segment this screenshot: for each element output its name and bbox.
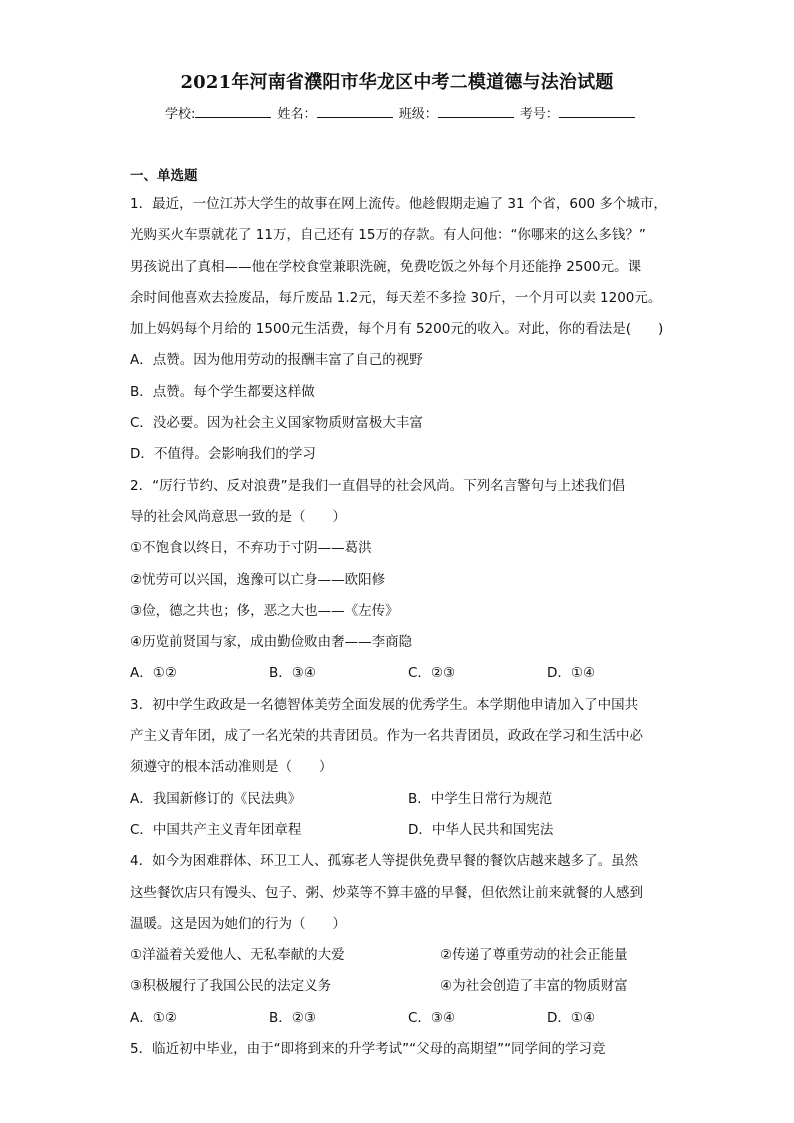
statements-row bbox=[130, 940, 670, 971]
statement-2: ②传递了尊重劳动的社会正能量 bbox=[440, 947, 628, 964]
exam-title: 2021年河南省濮阳市华龙区中考二模道德与法治试题 bbox=[180, 72, 614, 93]
questions bbox=[130, 189, 670, 1065]
question-text-line: 2．“厉行节约、反对浪费”是我们一直倡导的社会风尚。下列名言警句与上述我们倡 bbox=[130, 477, 626, 494]
option-c[interactable]: C．②③ bbox=[408, 665, 456, 682]
question-text-line: 这些餐饮店只有馒头、包子、粥、炒菜等不算丰盛的早餐，但依然让前来就餐的人感到 bbox=[130, 884, 643, 901]
class-blank[interactable] bbox=[438, 105, 514, 118]
question-text-line: 余时间他喜欢去捡废品，每斤废品 1.2元，每天差不多捡 30斤，一个月可以卖 1200元。 bbox=[130, 289, 662, 306]
option-a[interactable]: A．①② bbox=[130, 665, 177, 682]
options-row bbox=[130, 815, 670, 846]
question-text-line: 产主义青年团，成了一名光荣的共青团员。作为一名共青团员，政政在学习和生活中必 bbox=[130, 728, 643, 745]
question-5 bbox=[130, 1034, 670, 1065]
statement-3: ③俭，德之共也；侈，恶之大也——《左传》 bbox=[130, 602, 399, 619]
statement-1: ①洋溢着关爱他人、无私奉献的大爱 bbox=[130, 947, 345, 964]
question-4 bbox=[130, 846, 670, 1034]
section-title: 一、单选题 bbox=[130, 168, 198, 184]
statement-3: ③积极履行了我国公民的法定义务 bbox=[130, 978, 332, 995]
school-blank[interactable] bbox=[195, 105, 271, 118]
question-text-line: 3．初中学生政政是一名德智体美劳全面发展的优秀学生。本学期他申请加入了中国共 bbox=[130, 696, 639, 713]
option-b[interactable]: B．中学生日常行为规范 bbox=[408, 790, 553, 807]
option-d[interactable]: D．①④ bbox=[547, 1009, 596, 1026]
options-row bbox=[130, 658, 670, 689]
question-3 bbox=[130, 690, 670, 846]
statement-4: ④为社会创造了丰富的物质财富 bbox=[440, 978, 628, 995]
statement-4: ④历览前贤国与家，成由勤俭败由奢——李商隐 bbox=[130, 634, 413, 651]
question-text-line: 加上妈妈每个月给的 1500元生活费，每个月有 5200元的收入。对此，你的看法是( ) bbox=[130, 321, 664, 338]
exam-number-label: 考号： bbox=[519, 107, 559, 122]
option-c[interactable]: C．没必要。因为社会主义国家物质财富极大丰富 bbox=[130, 415, 423, 432]
student-info-line bbox=[165, 103, 637, 122]
name-label: 姓名： bbox=[277, 107, 317, 122]
option-a[interactable]: A．我国新修订的《民法典》 bbox=[130, 790, 302, 807]
class-label: 班级： bbox=[398, 107, 438, 122]
question-text-line: 温暖。这是因为她们的行为（ ） bbox=[130, 915, 346, 932]
options-row bbox=[130, 1003, 670, 1034]
question-text-line: 1．最近，一位江苏大学生的故事在网上流传。他趁假期走遍了 31 个省，600 多个城市， bbox=[130, 196, 667, 212]
question-text-line: 4．如今为困难群体、环卫工人、孤寡老人等提供免费早餐的餐饮店越来越多了。虽然 bbox=[130, 853, 639, 870]
question-text-line: 5．临近初中毕业，由于“即将到来的升学考试”“父母的高期望”“同学间的学习竞 bbox=[130, 1041, 606, 1058]
question-2 bbox=[130, 471, 670, 690]
option-d[interactable]: D．中华人民共和国宪法 bbox=[408, 821, 554, 838]
option-d[interactable]: D．不值得。会影响我们的学习 bbox=[130, 446, 316, 463]
options-row bbox=[130, 784, 670, 815]
option-b[interactable]: B．③④ bbox=[269, 665, 316, 682]
school-label: 学校: bbox=[165, 107, 196, 122]
statements-row bbox=[130, 971, 670, 1002]
question-text-line: 男孩说出了真相——他在学校食堂兼职洗碗，免费吃饭之外每个月还能挣 2500元。课 bbox=[130, 258, 642, 275]
name-blank[interactable] bbox=[317, 105, 393, 118]
question-text-line: 光购买火车票就花了 11万，自己还有 15万的存款。有人问他：“你哪来的这么多钱？” bbox=[130, 227, 646, 244]
question-1 bbox=[130, 189, 670, 471]
question-text-line: 须遵守的根本活动准则是（ ） bbox=[130, 759, 333, 776]
exam-number-blank[interactable] bbox=[559, 105, 635, 118]
option-b[interactable]: B．点赞。每个学生都要这样做 bbox=[130, 383, 315, 400]
option-b[interactable]: B．②③ bbox=[269, 1009, 316, 1026]
statement-1: ①不饱食以终日，不弃功于寸阴——葛洪 bbox=[130, 540, 372, 557]
option-a[interactable]: A．①② bbox=[130, 1009, 177, 1026]
option-d[interactable]: D．①④ bbox=[547, 665, 596, 682]
option-c[interactable]: C．中国共产主义青年团章程 bbox=[130, 821, 302, 838]
question-text-line: 导的社会风尚意思一致的是（ ） bbox=[130, 508, 346, 525]
option-a[interactable]: A．点赞。因为他用劳动的报酬丰富了自己的视野 bbox=[130, 352, 423, 369]
option-c[interactable]: C．③④ bbox=[408, 1009, 456, 1026]
statement-2: ②忧劳可以兴国，逸豫可以亡身——欧阳修 bbox=[130, 571, 386, 588]
